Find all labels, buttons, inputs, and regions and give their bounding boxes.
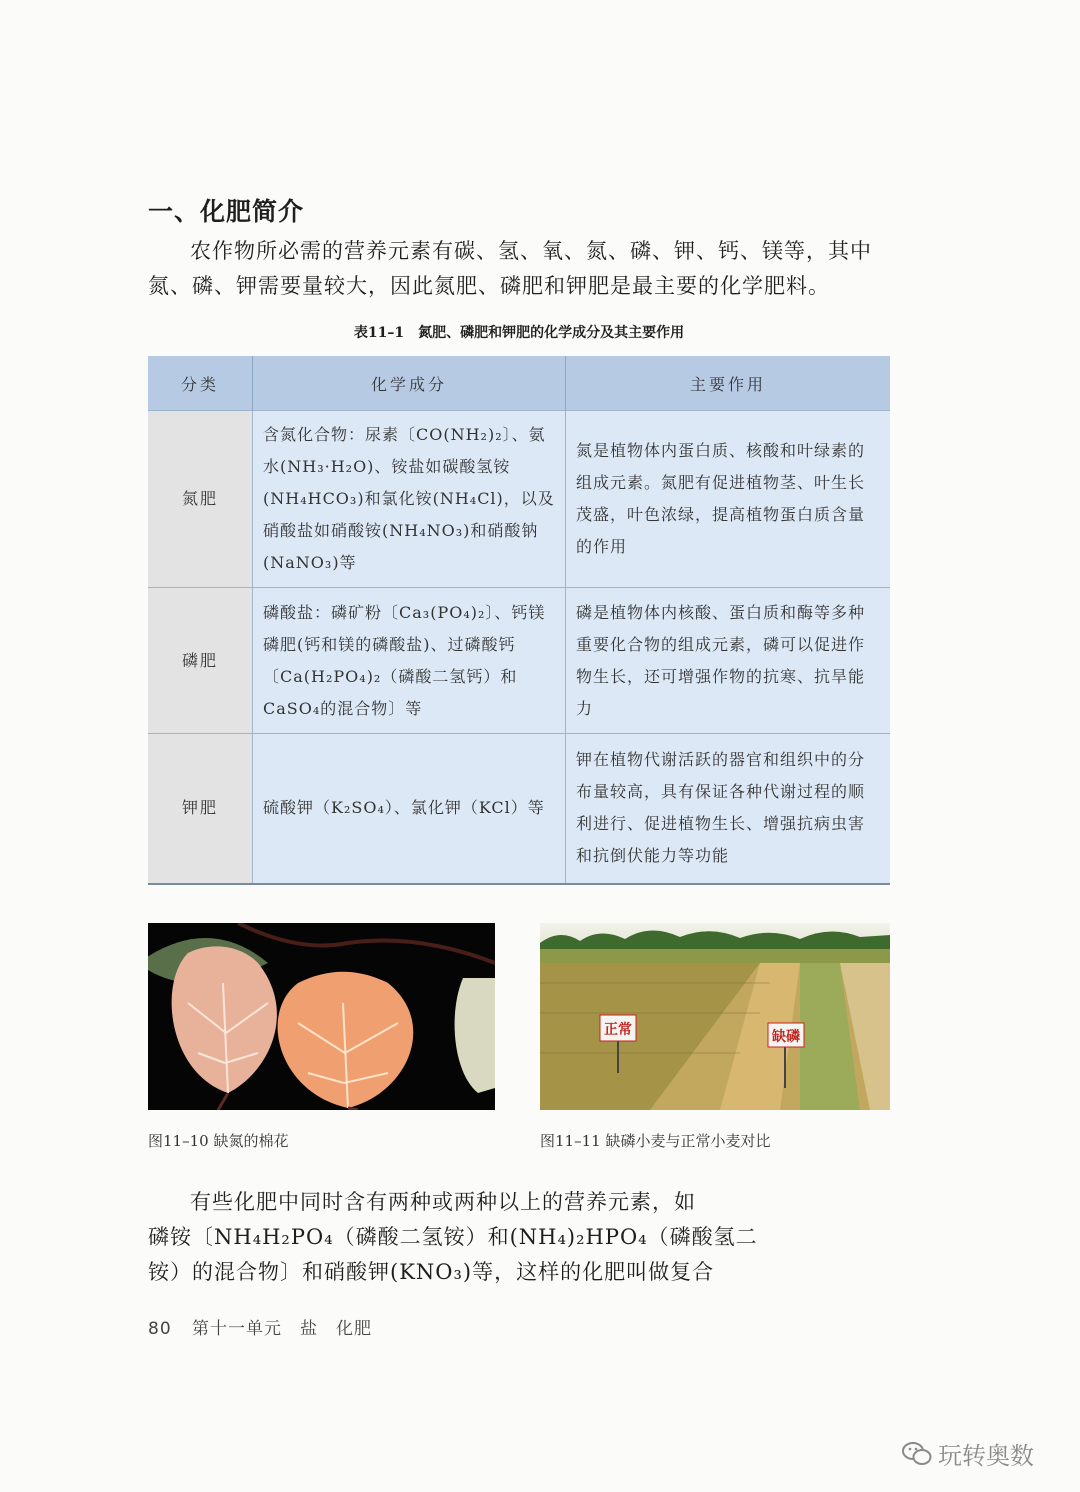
role-cell: 磷是植物体内核酸、蛋白质和酶等多种重要化合物的组成元素，磷可以促进作物生长，还可增强作物的抗寒、抗旱能力 — [566, 588, 891, 734]
composition-cell: 磷酸盐：磷矿粉〔Ca₃(PO₄)₂〕、钙镁磷肥(钙和镁的磷酸盐)、过磷酸钙〔Ca(H₂PO₄)₂（磷酸二氢钙）和CaSO₄的混合物〕等 — [253, 588, 566, 734]
wechat-icon — [902, 1441, 932, 1467]
wheat-field-photo — [540, 923, 890, 1110]
lack-phosphorus-sign-label: 缺磷 — [772, 1029, 800, 1045]
watermark-text: 玩转奥数 — [938, 1442, 1034, 1470]
category-cell: 钾肥 — [148, 734, 253, 884]
wheat-field-image — [540, 923, 890, 1110]
figure-caption: 图11–11 缺磷小麦与正常小麦对比 — [540, 1132, 771, 1150]
table-row — [148, 411, 890, 588]
paragraph-line: 磷铵〔NH₄H₂PO₄（磷酸二氢铵）和(NH₄)₂HPO₄（磷酸氢二 — [148, 1225, 758, 1249]
composition-cell: 硫酸钾（K₂SO₄）、氯化钾（KCl）等 — [253, 734, 566, 884]
column-header: 主要作用 — [566, 356, 891, 411]
normal-sign-label: 正常 — [604, 1022, 632, 1038]
table-row — [148, 734, 890, 884]
composition-cell: 含氮化合物：尿素〔CO(NH₂)₂〕、氨水(NH₃·H₂O)、铵盐如碳酸氢铵(NH₄HCO₃)和氯化铵(NH₄Cl)，以及硝酸盐如硝酸铵(NH₄NO₃)和硝酸钠(NaNO₃)等 — [253, 411, 566, 588]
table-caption: 表11–1 氮肥、磷肥和钾肥的化学成分及其主要作用 — [353, 325, 685, 341]
paragraph-line: 有些化肥中同时含有两种或两种以上的营养元素，如 — [190, 1190, 696, 1214]
figure-caption: 图11–10 缺氮的棉花 — [148, 1132, 289, 1150]
column-header: 分类 — [148, 356, 253, 411]
intro-line: 氮、磷、钾需要量较大，因此氮肥、磷肥和钾肥是最主要的化学肥料。 — [148, 274, 830, 298]
intro-paragraph — [148, 234, 893, 304]
column-header: 化学成分 — [253, 356, 566, 411]
paragraph-line: 铵）的混合物〕和硝酸钾(KNO₃)等，这样的化肥叫做复合 — [148, 1260, 715, 1284]
chapter-title: 第十一单元 盐 化肥 — [192, 1319, 373, 1339]
cotton-leaves-photo — [148, 923, 495, 1110]
table-header-row — [148, 356, 890, 411]
compound-fertilizer-paragraph — [148, 1185, 758, 1290]
role-cell: 钾在植物代谢活跃的器官和组织中的分布量较高，具有保证各种代谢过程的顺利进行、促进植物生长、增强抗病虫害和抗倒伏能力等功能 — [566, 734, 891, 884]
table-row — [148, 588, 890, 734]
cotton-leaves-image — [148, 923, 495, 1110]
category-cell: 磷肥 — [148, 588, 253, 734]
role-cell: 氮是植物体内蛋白质、核酸和叶绿素的组成元素。氮肥有促进植物茎、叶生长茂盛，叶色浓绿，提高植物蛋白质含量的作用 — [566, 411, 891, 588]
section-title: 一、化肥简介 — [148, 197, 305, 226]
intro-line: 农作物所必需的营养元素有碳、氢、氧、氮、磷、钾、钙、镁等，其中 — [190, 239, 872, 263]
watermark — [902, 1436, 1034, 1471]
page-number: 80 — [148, 1319, 172, 1339]
page-footer — [148, 1314, 372, 1339]
fertilizer-table — [148, 356, 890, 885]
category-cell: 氮肥 — [148, 411, 253, 588]
